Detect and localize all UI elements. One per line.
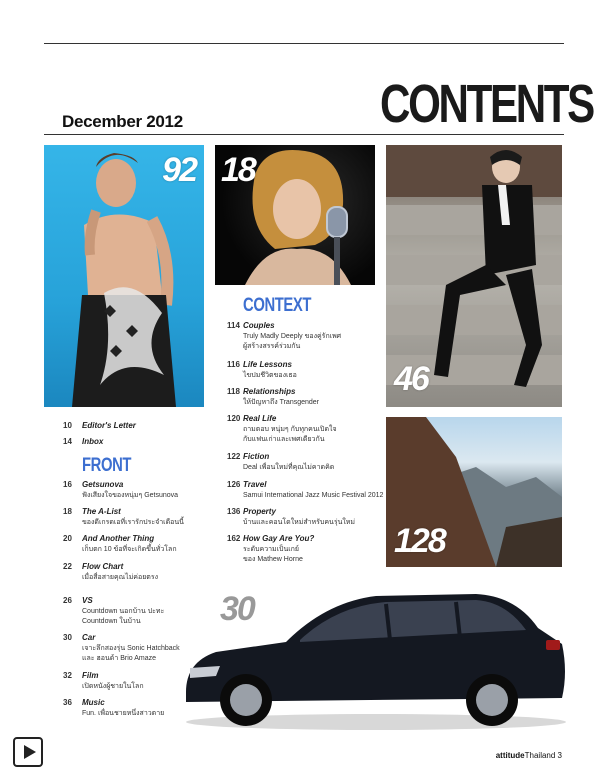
photo-number-30: 30: [220, 590, 254, 628]
photo-mountains-128[interactable]: [386, 417, 562, 567]
play-button[interactable]: [13, 737, 43, 767]
footer-brand-rest: Thailand: [524, 751, 556, 760]
header-rule: [44, 134, 564, 135]
footer-page-number: 3: [557, 751, 562, 760]
photo-number-46: 46: [394, 360, 428, 398]
photo-singer-18[interactable]: [215, 145, 375, 285]
page-title: CONTENTS: [380, 74, 593, 134]
photo-number-92: 92: [162, 151, 196, 189]
section-title-context: CONTEXT: [243, 295, 312, 316]
footer-brand-bold: attitude: [495, 751, 525, 760]
photo-stairs-46[interactable]: [386, 145, 562, 407]
photo-number-18: 18: [221, 151, 255, 189]
top-rule: [44, 43, 564, 44]
section-title-front: FRONT: [82, 455, 132, 476]
photo-model-92[interactable]: [44, 145, 204, 407]
page-footer: [496, 751, 562, 760]
issue-date: December 2012: [62, 112, 183, 131]
photo-number-128: 128: [394, 522, 445, 560]
